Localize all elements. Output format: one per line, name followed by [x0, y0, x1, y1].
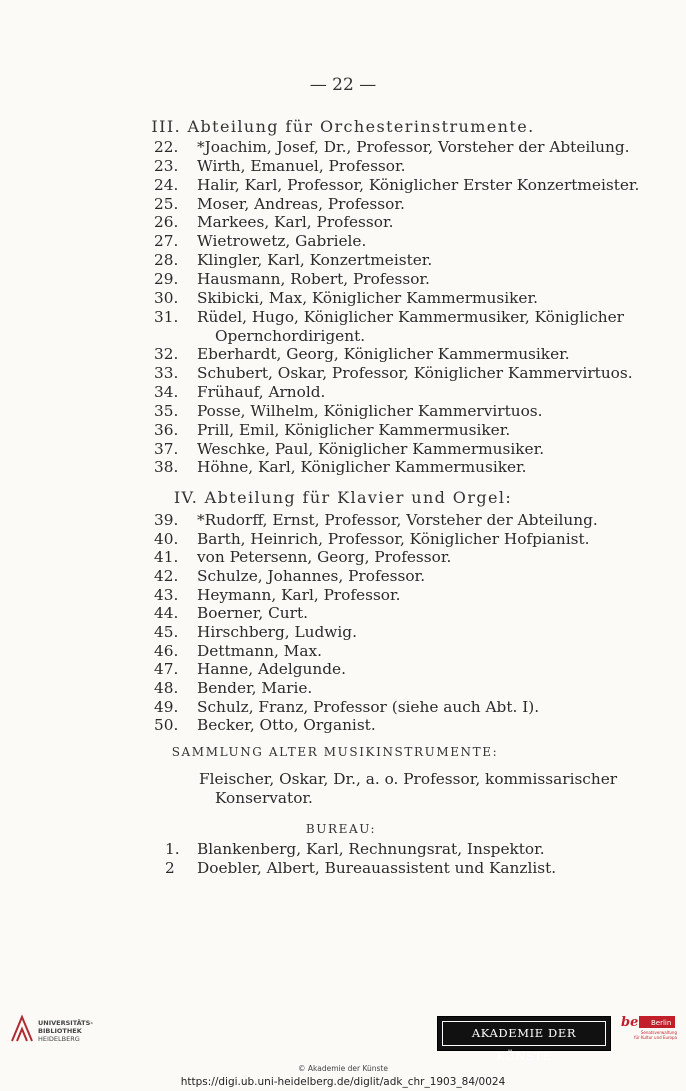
entry-text: Bender, Marie.: [197, 678, 313, 697]
entry-number: 35.: [154, 401, 179, 420]
source-url[interactable]: https://digi.ub.uni-heidelberg.de/diglit/adk_chr_1903_84/0024: [180, 1076, 506, 1088]
entry-text: Schulze, Johannes, Professor.: [197, 566, 426, 585]
entry-number: 29.: [154, 269, 179, 288]
section-heading-piano-organ: IV. Abteilung für Klavier und Orgel:: [173, 488, 513, 507]
entry-text: Hausmann, Robert, Professor.: [197, 269, 430, 288]
entry-text: Frühauf, Arnold.: [197, 383, 326, 402]
section-heading-orchestra: III. Abteilung für Orchesterinstrumente.: [151, 117, 535, 136]
entry-text: Hanne, Adelgunde.: [197, 660, 346, 679]
entry-text: Weschke, Paul, Königlicher Kammermusiker.: [197, 439, 545, 458]
entry-text: *Rudorff, Ernst, Professor, Vorsteher der Abteilung.: [197, 511, 598, 529]
collection-entry-line2: Konservator.: [215, 789, 313, 807]
akademie-logo: AKADEMIE DER KÜNSTE: [437, 1016, 611, 1051]
copyright: © Akademie der Künste: [298, 1064, 388, 1073]
entry-number: 34.: [154, 383, 179, 402]
entry-number: 28.: [154, 251, 179, 270]
entry-text-continuation: Opernchordirigent.: [215, 326, 366, 345]
entry-number: 23.: [154, 156, 179, 175]
entry-number: 27.: [154, 232, 179, 251]
entry-text: von Petersenn, Georg, Professor.: [197, 548, 452, 567]
entry-text: Rüdel, Hugo, Königlicher Kammermusiker, Königlicher: [197, 307, 624, 326]
entry-text: Halir, Karl, Professor, Königlicher Erster Konzertmeister.: [197, 175, 640, 194]
entry-number: 31.: [154, 307, 179, 326]
entry-text: Boerner, Curt.: [197, 604, 308, 623]
entry-text: Skibicki, Max, Königlicher Kammermusiker.: [197, 288, 538, 307]
entry-number: 40.: [154, 529, 179, 548]
entry-text: Moser, Andreas, Professor.: [197, 194, 405, 213]
entry-number: 33.: [154, 364, 179, 383]
entry-text: Posse, Wilhelm, Königlicher Kammervirtuos.: [197, 401, 543, 420]
page-number: — 22 —: [309, 75, 377, 95]
entry-text: Wietrowetz, Gabriele.: [197, 232, 367, 251]
entry-number: 44.: [154, 604, 179, 623]
entry-number: 46.: [154, 641, 179, 660]
entry-number: 41.: [154, 548, 179, 567]
entry-text: Dettmann, Max.: [197, 641, 322, 660]
entry-text: Klingler, Karl, Konzertmeister.: [197, 251, 433, 270]
entry-number: 36.: [154, 420, 179, 439]
entry-text: Doebler, Albert, Bureauassistent und Kanzlist.: [197, 859, 557, 877]
entry-text: Barth, Heinrich, Professor, Königlicher Hofpianist.: [197, 529, 590, 548]
entry-number: 42.: [154, 566, 179, 585]
entry-number: 26.: [154, 213, 179, 232]
berlin-sub: Senatsverwaltung für Kultur und Europa: [634, 1030, 677, 1040]
entry-number: 32.: [154, 345, 179, 364]
entry-number: 45.: [154, 622, 179, 641]
entry-number: 37.: [154, 439, 179, 458]
entry-number: 38.: [154, 458, 179, 477]
section-heading-bureau: BUREAU:: [305, 822, 377, 836]
entry-text: Schulz, Franz, Professor (siehe auch Abt. I).: [197, 697, 540, 716]
entry-text: Eberhardt, Georg, Königlicher Kammermusiker.: [197, 345, 570, 364]
entry-text: Höhne, Karl, Königlicher Kammermusiker.: [197, 458, 527, 477]
entry-number: 50.: [154, 716, 179, 735]
svg-text:Berlin: Berlin: [651, 1019, 672, 1027]
entry-text: Heymann, Karl, Professor.: [197, 585, 401, 604]
entry-number: 22.: [154, 138, 179, 156]
entry-number: 25.: [154, 194, 179, 213]
entry-text: Hirschberg, Ludwig.: [197, 622, 357, 641]
entry-text: Wirth, Emanuel, Professor.: [197, 156, 406, 175]
svg-text:be: be: [621, 1015, 639, 1030]
entry-text: Markees, Karl, Professor.: [197, 213, 394, 232]
section-heading-instrument-collection: SAMMLUNG ALTER MUSIKINSTRUMENTE:: [171, 745, 499, 759]
entry-number: 1.: [165, 840, 180, 858]
entry-text: Prill, Emil, Königlicher Kammermusiker.: [197, 420, 511, 439]
entry-number: 2: [165, 859, 175, 877]
entry-number: 24.: [154, 175, 179, 194]
entry-number: 39.: [154, 511, 179, 529]
entry-number: 47.: [154, 660, 179, 679]
entry-number: 30.: [154, 288, 179, 307]
entry-number: 43.: [154, 585, 179, 604]
entry-text: Schubert, Oskar, Professor, Königlicher Kammervirtuos.: [197, 364, 633, 383]
collection-entry-line1: Fleischer, Oskar, Dr., a. o. Professor, kommissarischer: [199, 770, 618, 788]
library-name: UNIVERSITÄTS- BIBLIOTHEK HEIDELBERG: [38, 1019, 93, 1043]
entry-text: *Joachim, Josef, Dr., Professor, Vorsteher der Abteilung.: [197, 138, 630, 156]
entry-text: Becker, Otto, Organist.: [197, 716, 376, 735]
entry-number: 49.: [154, 697, 179, 716]
entry-text: Blankenberg, Karl, Rechnungsrat, Inspektor.: [197, 840, 545, 858]
entry-number: 48.: [154, 678, 179, 697]
